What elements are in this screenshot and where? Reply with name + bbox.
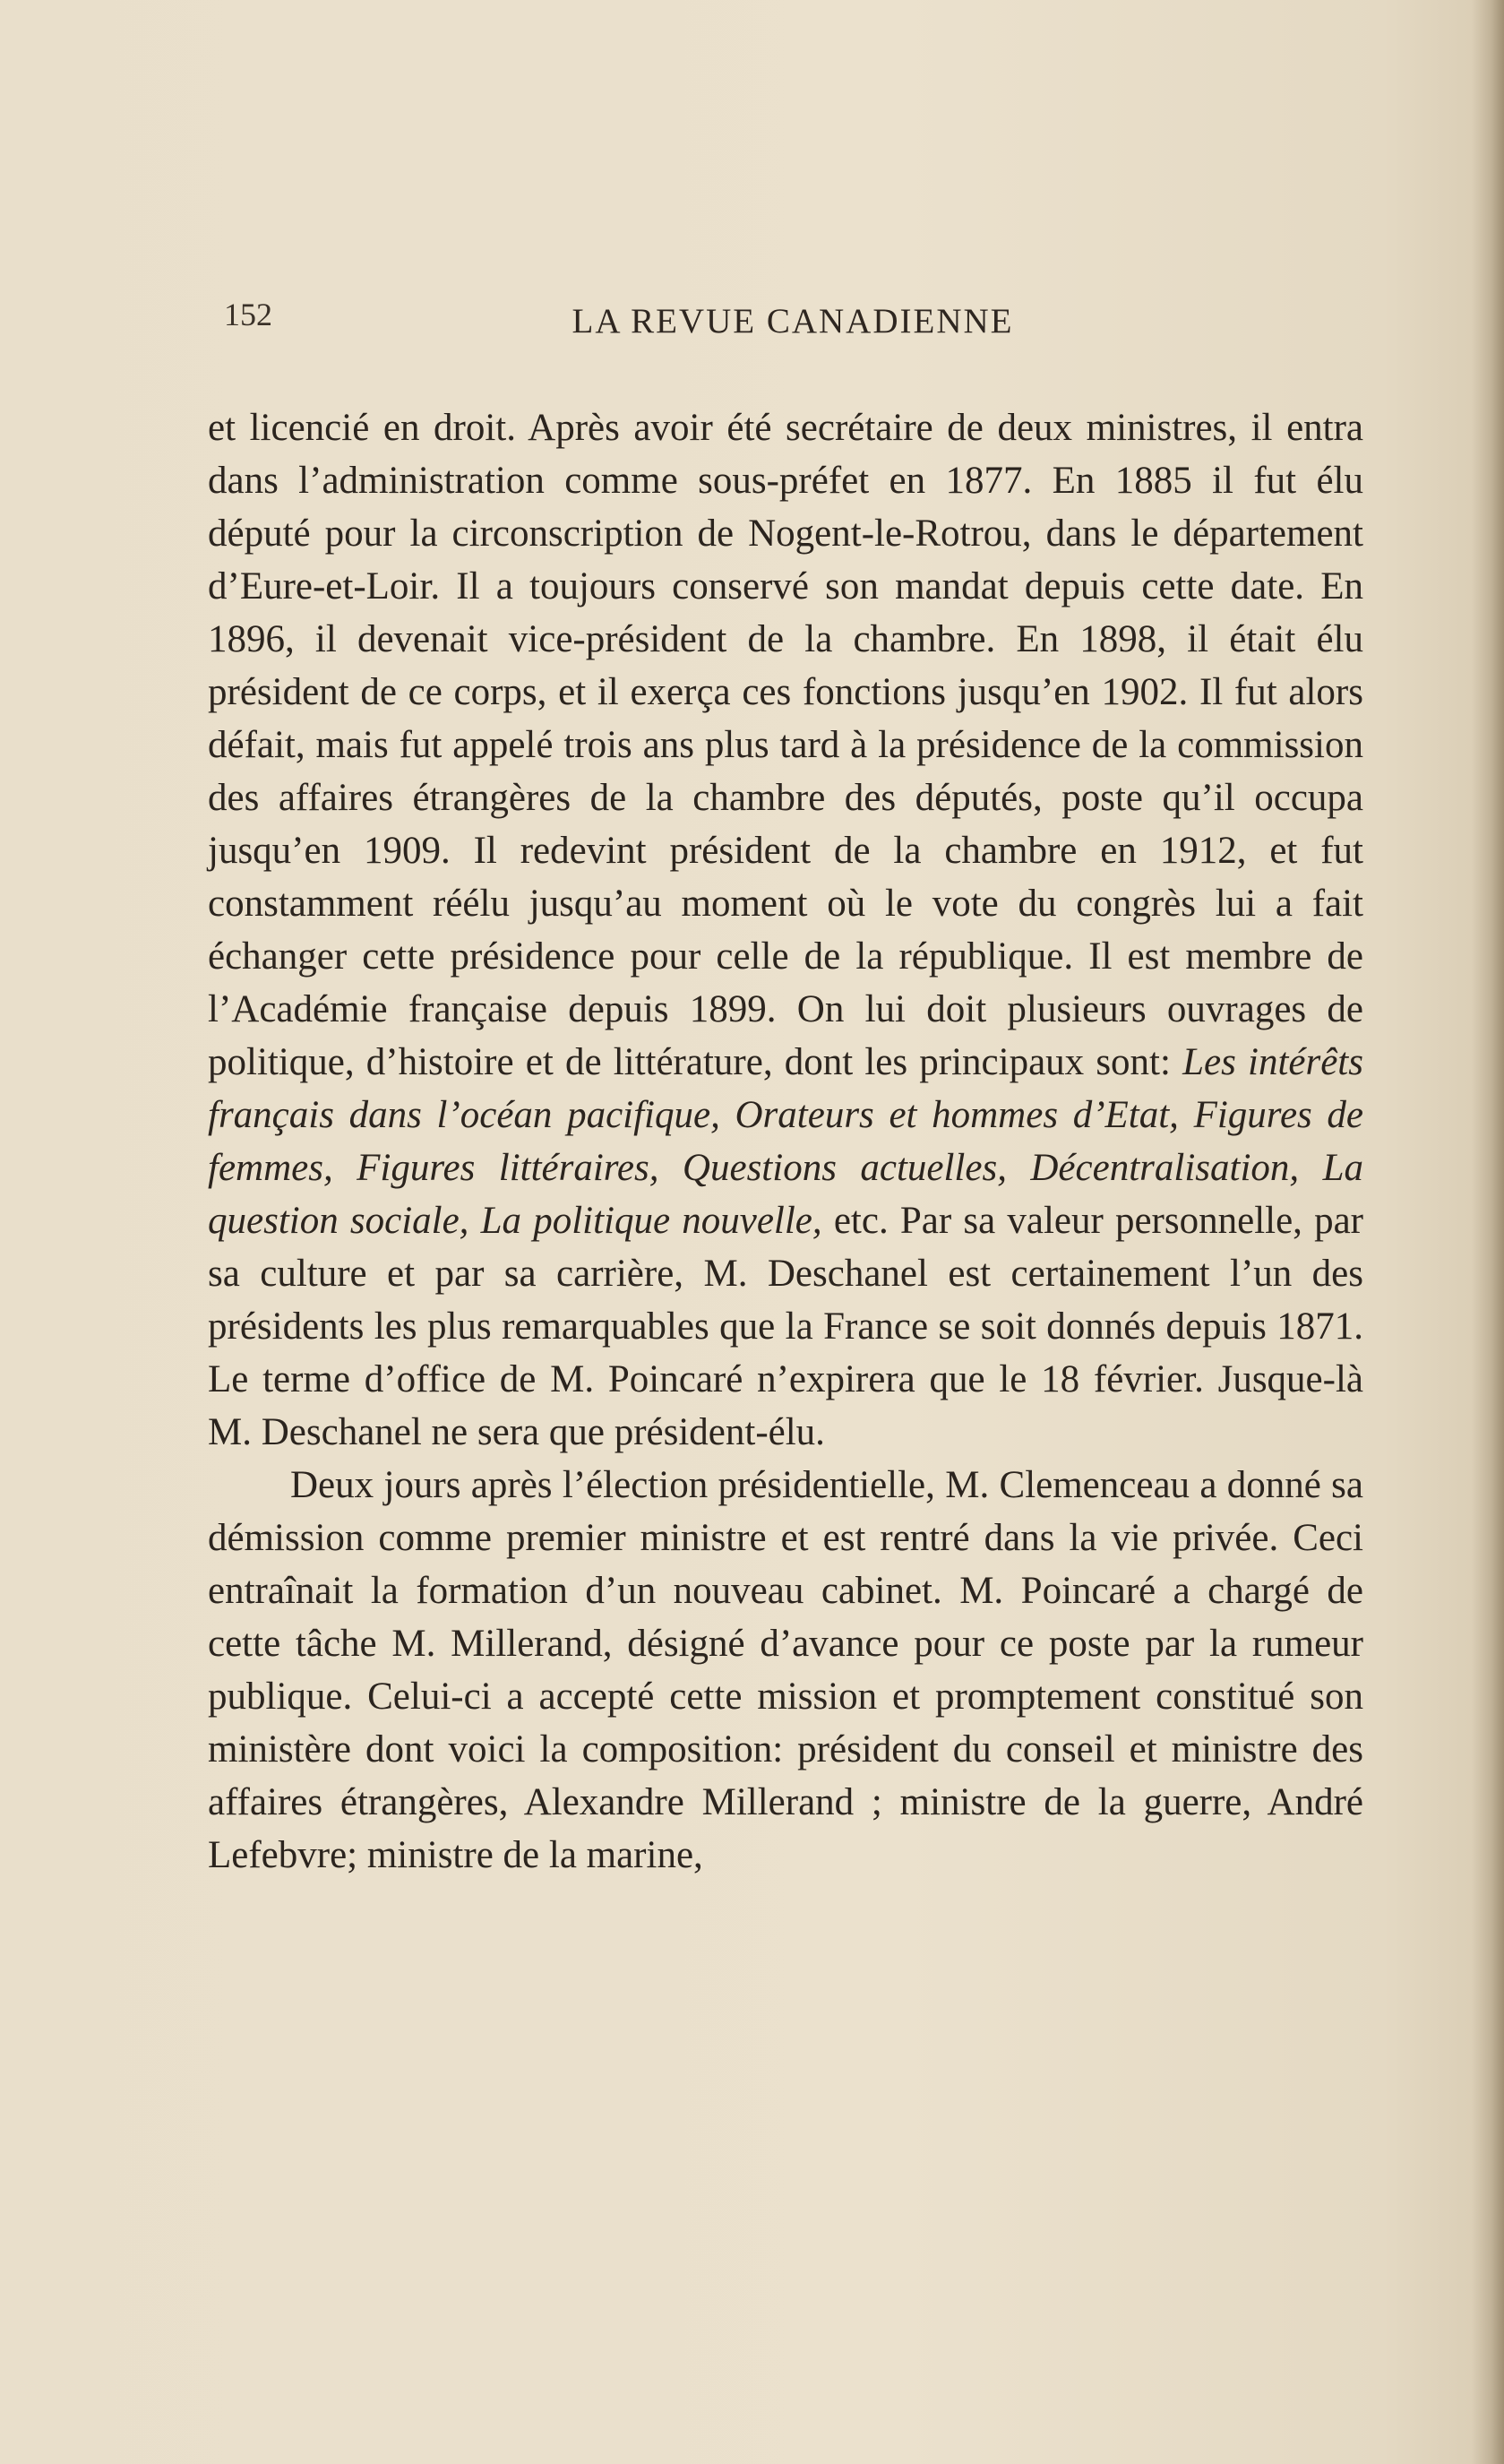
paragraph-1-text: et licencié en droit. Après avoir été secrétaire de deux ministres, il entra dans l’administration comme sous-préfet en 1877. En 1885 il fut élu député pour la circonscription de Nogent-le-Rotrou, dans le département d’Eure-et-Loir. Il a toujours conservé son mandat depuis cette date. En 1896, il devenait vice-président de la chambre. En 1898, il était élu président de ce corps, et il exerça ces fonctions jusqu’en 1902. Il fut alors défait, mais fut appelé trois ans plus tard à la présidence de la commission des affaires étrangères de la chambre des députés, poste qu’il occupa jusqu’en 1909. Il redevint président de la chambre en 1912, et fut constamment réélu jusqu’au moment où le vote du congrès lui a fait échanger cette présidence pour celle de la république. Il est membre de l’Académie française depuis 1899. On lui doit plusieurs ouvrages de politique, d’histoire et de littérature, dont les principaux sont: — [208, 407, 1363, 1083]
works-list-italic: Les intérêts français dans l’océan pacifique, Orateurs et hommes d’Etat, Figures de femmes, Figures littéraires, Questions actuelles, Décentralisation, La question sociale, La politique nouvelle, — [208, 1041, 1363, 1242]
page-edge-shadow — [1472, 0, 1504, 2464]
paragraph-1-end: etc. Par sa valeur personnelle, par sa culture et par sa carrière, M. Deschanel est certainement l’un des présidents les plus remarquables que la France se soit donnés depuis 1871. Le terme d’office de M. Poincaré n’expirera que le 18 février. Jusque-là M. Deschanel ne sera que président-élu. — [208, 1200, 1363, 1453]
page-number: 152 — [224, 297, 272, 332]
paragraph-1 — [208, 401, 1363, 1459]
page-header — [224, 296, 1362, 349]
running-title: LA REVUE CANADIENNE — [572, 302, 1014, 340]
body-text — [208, 401, 1363, 1882]
paragraph-2: Deux jours après l’élection présidentielle, M. Clemenceau a donné sa démission comme premier ministre et est rentré dans la vie privée. Ceci entraînait la formation d’un nouveau cabinet. M. Poincaré a chargé de cette tâche M. Millerand, désigné d’avance pour ce poste par la rumeur publique. Celui-ci a accepté cette mission et promptement constitué son ministère dont voici la composition: président du conseil et ministre des affaires étrangères, Alexandre Millerand ; ministre de la guerre, André Lefebvre; ministre de la marine, — [208, 1464, 1363, 1876]
